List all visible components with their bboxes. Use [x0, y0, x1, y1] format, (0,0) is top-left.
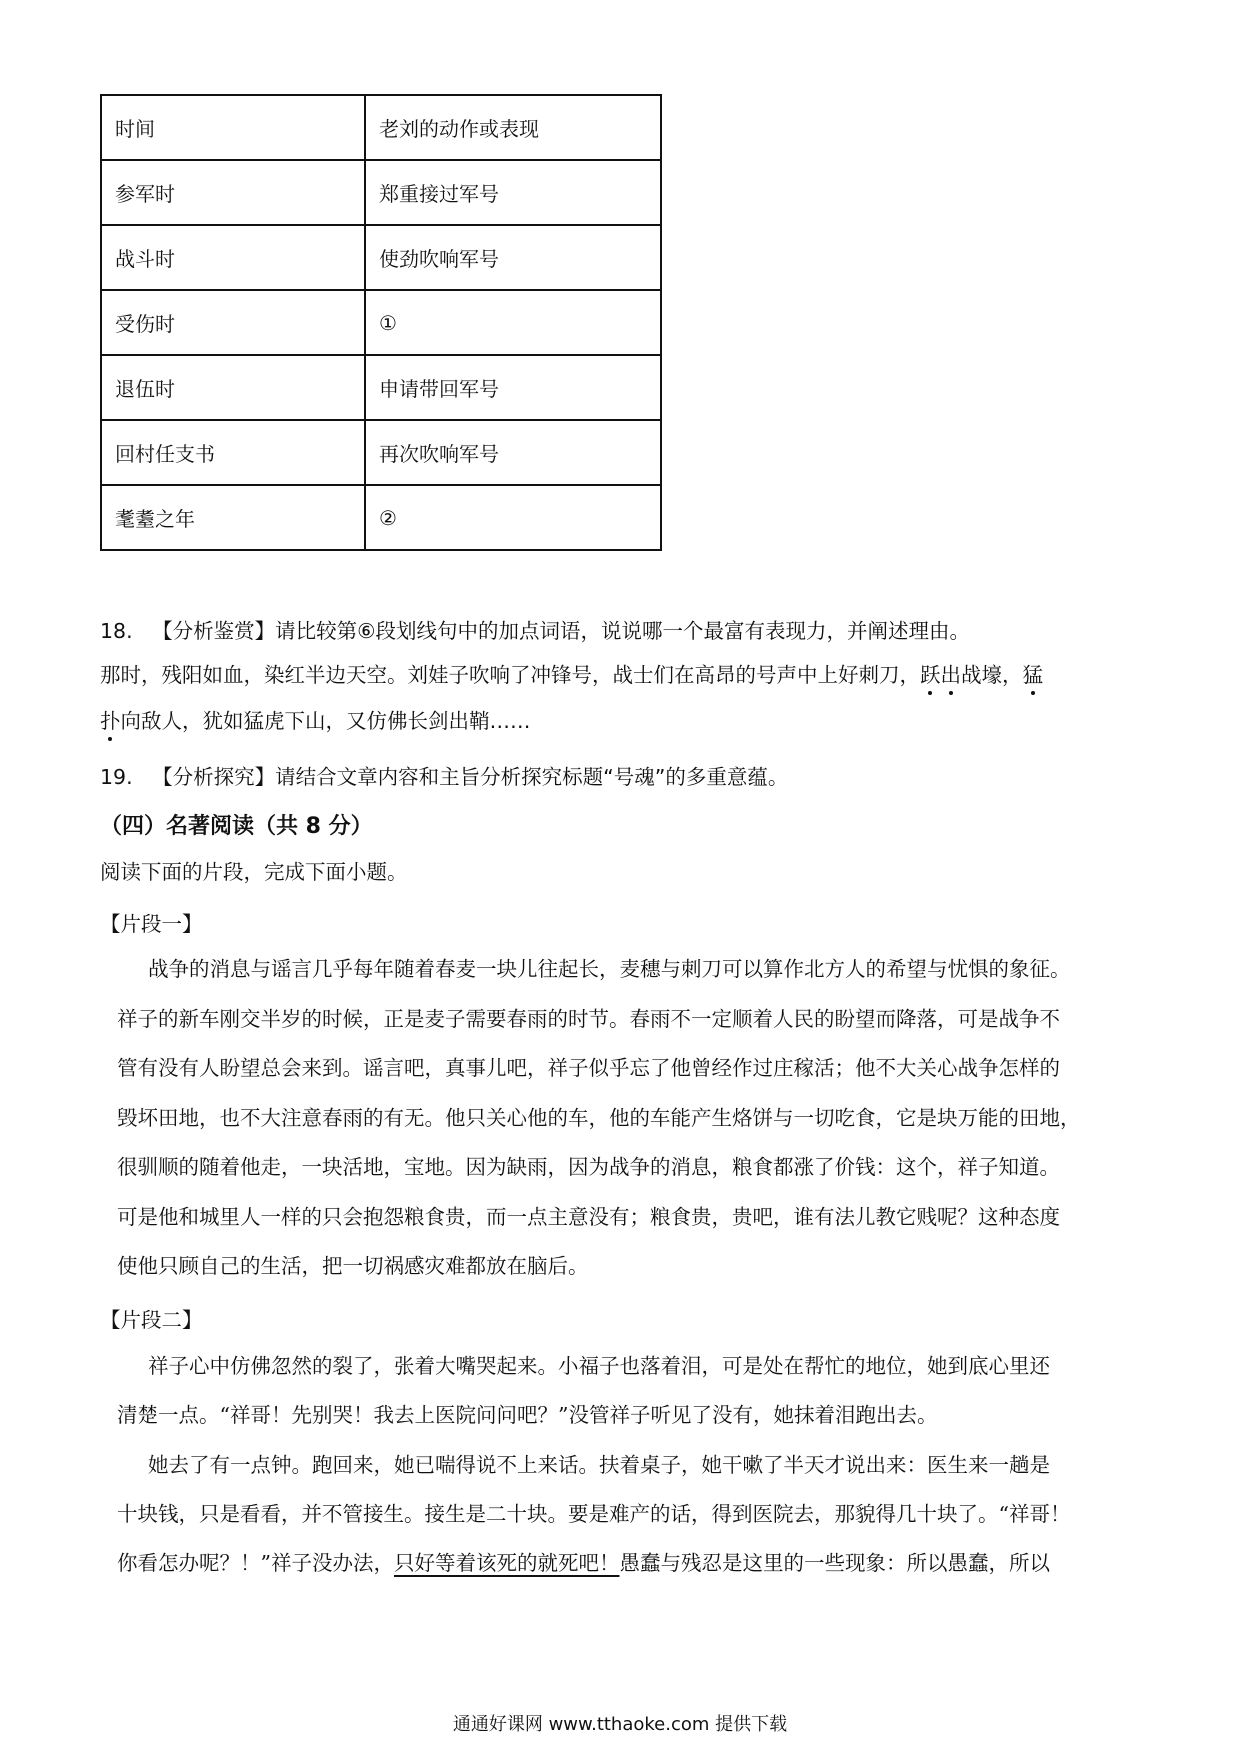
dotted-word-char: 出 [940, 663, 961, 687]
section-4-title: （四）名著阅读（共 8 分） [100, 814, 373, 839]
table-cell-action: 申请带回军号 [365, 355, 661, 420]
table-cell-time: 耄耋之年 [101, 485, 365, 550]
fragment-1-label: 【片段一】 [100, 912, 203, 936]
table-row [101, 485, 661, 550]
page-footer: 通通好课网 www.tthaoke.com 提供下载 [452, 1714, 788, 1735]
table-row [101, 225, 661, 290]
passage-line: 她去了有一点钟。跑回来，她已喘得说不上来话。扶着桌子，她干嗽了半天才说出来：医生来一趟是 [148, 1453, 1050, 1477]
quote-text: 那时，残阳如血，染红半边天空。刘娃子吹响了冲锋号，战士们在高昂的号声中上好刺刀， [100, 663, 920, 687]
table-cell-action: 郑重接过军号 [365, 160, 661, 225]
question-18 [100, 614, 970, 644]
table-row [101, 95, 661, 160]
answer-table-body [101, 95, 661, 550]
table-cell-action: ① [365, 290, 661, 355]
table-cell-time: 回村任支书 [101, 420, 365, 485]
underlined-sentence: 只好等着该死的就死吧！ [393, 1551, 620, 1575]
table-cell-time: 战斗时 [101, 225, 365, 290]
question-18-number: 18. [100, 619, 133, 643]
question-18-text: 【分析鉴赏】请比较第⑥段划线句中的加点词语，说说哪一个最富有表现力，并阐述理由。 [152, 619, 971, 643]
table-cell-time: 受伤时 [101, 290, 365, 355]
table-cell-time: 时间 [101, 95, 365, 160]
question-18-quote-line-1 [100, 658, 1043, 688]
passage-line: 毁坏田地，也不大注意春雨的有无。他只关心他的车，他的车能产生烙饼与一切吃食，它是块万能的田地， [117, 1106, 1081, 1130]
passage-line: 清楚一点。“祥哥！先别哭！我去上医院问问吧？”没管祥子听见了没有，她抹着泪跑出去。 [117, 1403, 938, 1427]
passage-text: 愚蠢与残忍是这里的一些现象：所以愚蠢，所以 [619, 1551, 1050, 1575]
passage-text: 你看怎办呢？！”祥子没办法， [117, 1551, 394, 1575]
dotted-word-char: 扑 [100, 709, 121, 733]
passage-line: 祥子心中仿佛忽然的裂了，张着大嘴哭起来。小福子也落着泪，可是处在帮忙的地位，她到底心里还 [148, 1354, 1050, 1378]
passage-line: 管有没有人盼望总会来到。谣言吧，真事儿吧，祥子似乎忘了他曾经作过庄稼活；他不大关心战争怎样的 [117, 1056, 1060, 1080]
passage-line: 很驯顺的随着他走，一块活地，宝地。因为缺雨，因为战争的消息，粮食都涨了价钱：这个，祥子知道。 [117, 1155, 1060, 1179]
table-cell-action: ② [365, 485, 661, 550]
question-19 [100, 760, 788, 790]
question-19-text: 【分析探究】请结合文章内容和主旨分析探究标题“号魂”的多重意蕴。 [152, 765, 789, 789]
question-18-quote-line-2 [100, 704, 531, 734]
table-cell-action: 再次吹响军号 [365, 420, 661, 485]
passage-line: 可是他和城里人一样的只会抱怨粮食贵，而一点主意没有；粮食贵，贵吧，谁有法儿教它贱呢？这种态度 [117, 1205, 1060, 1229]
passage-line: 使他只顾自己的生活，把一切祸感灾难都放在脑后。 [117, 1254, 589, 1278]
dotted-word-char: 跃 [920, 663, 941, 687]
passage-line: 战争的消息与谣言几乎每年随着春麦一块儿往起长，麦穗与刺刀可以算作北方人的希望与忧惧的象征。 [148, 957, 1071, 981]
fragment-2-label: 【片段二】 [100, 1308, 203, 1332]
quote-text: 战壕， [961, 663, 1023, 687]
table-row [101, 355, 661, 420]
question-19-number: 19. [100, 765, 133, 789]
table-cell-action: 老刘的动作或表现 [365, 95, 661, 160]
table-cell-time: 退伍时 [101, 355, 365, 420]
quote-text: 向敌人，犹如猛虎下山，又仿佛长剑出鞘…… [120, 709, 531, 733]
dotted-word-char: 猛 [1022, 663, 1043, 687]
passage-line: 十块钱，只是看看，并不管接生。接生是二十块。要是难产的话，得到医院去，那貌得几十块了。“祥哥！ [117, 1502, 1071, 1526]
table-row [101, 420, 661, 485]
table-cell-time: 参军时 [101, 160, 365, 225]
fragment-2-last-line [117, 1546, 1050, 1576]
table-row [101, 290, 661, 355]
passage-line: 祥子的新车刚交半岁的时候，正是麦子需要春雨的时节。春雨不一定顺着人民的盼望而降落，可是战争不 [117, 1007, 1060, 1031]
answer-table [100, 94, 662, 551]
table-cell-action: 使劲吹响军号 [365, 225, 661, 290]
section-4-instruction: 阅读下面的片段，完成下面小题。 [100, 860, 408, 884]
table-row [101, 160, 661, 225]
